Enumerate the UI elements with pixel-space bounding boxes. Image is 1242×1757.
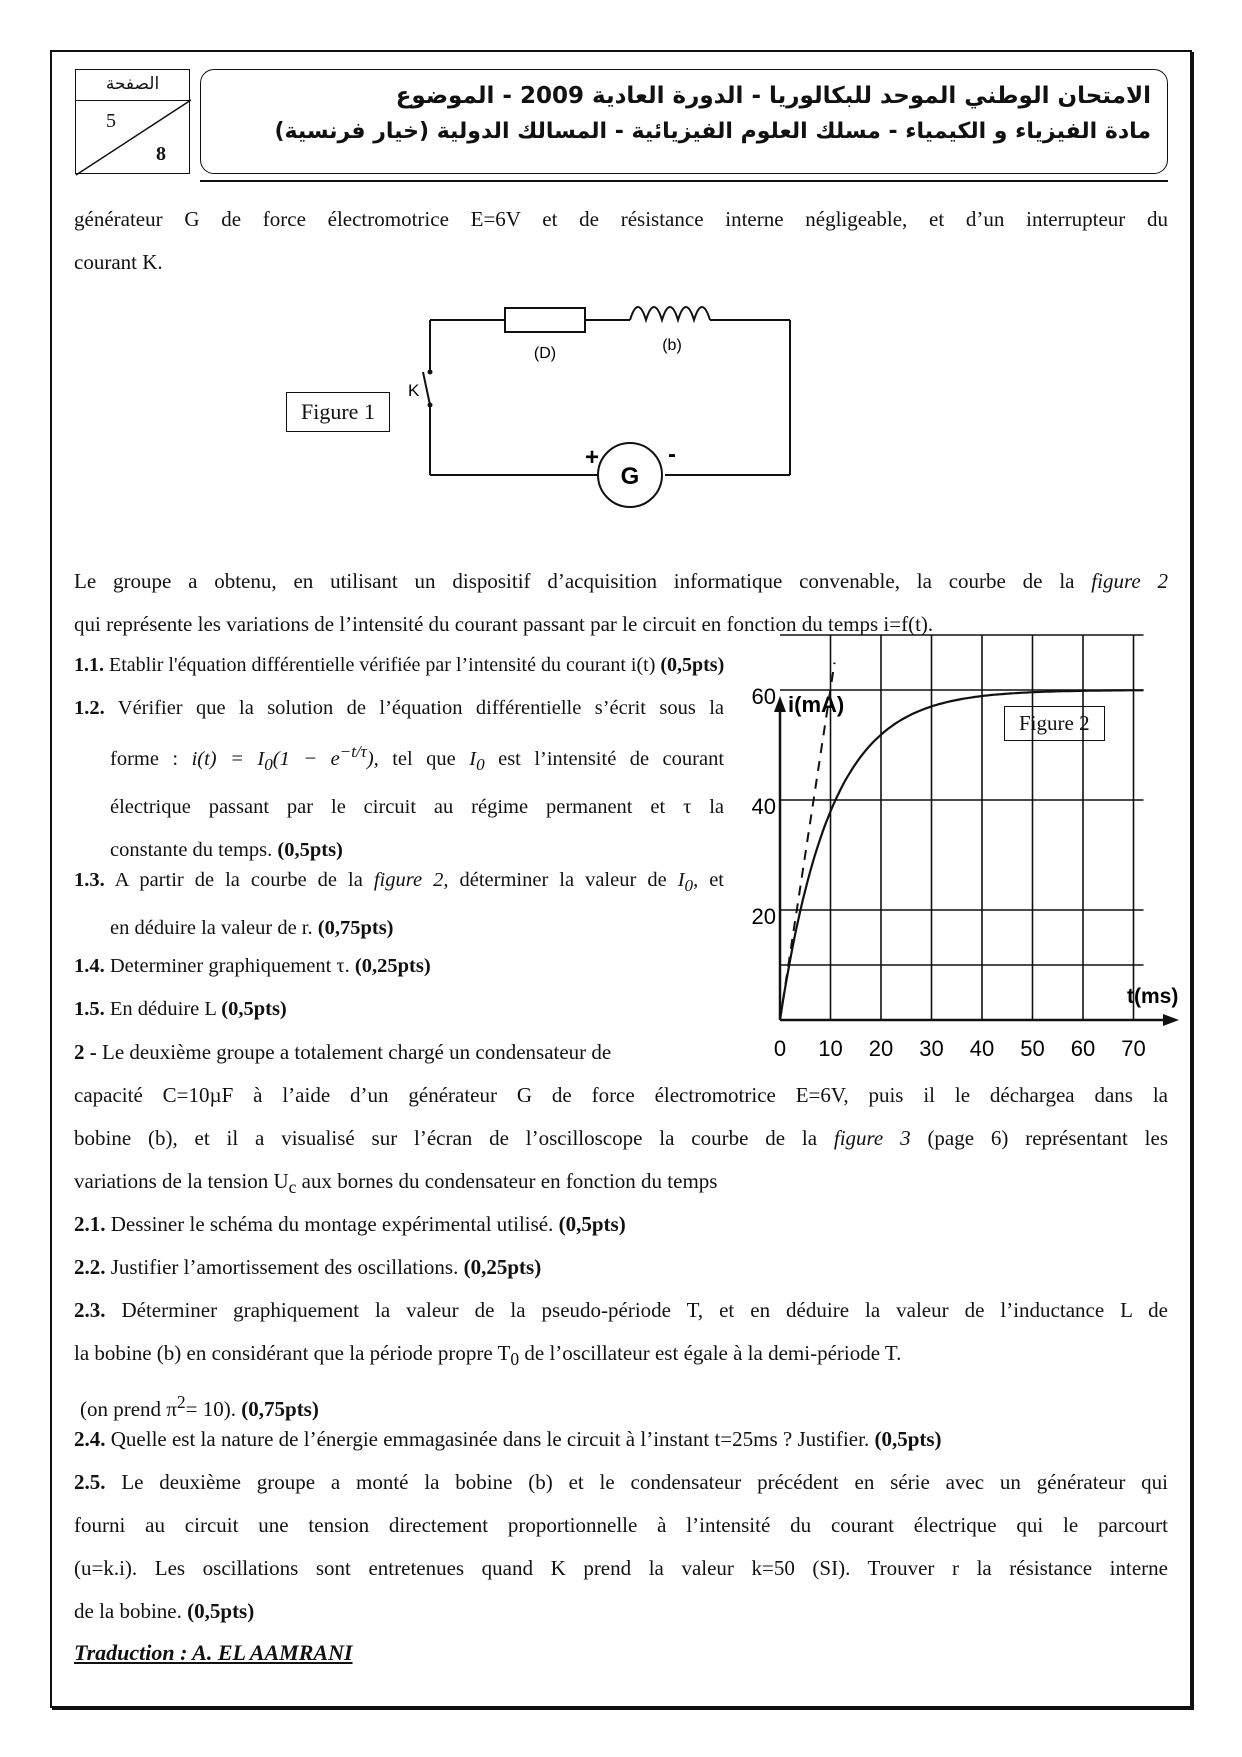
q25-line-3: (u=k.i). Les oscillations sont entretenues quand K prend la valeur k=50 (SI). Trouver r la résistance interne bbox=[74, 1556, 1168, 1580]
y-tick-label: 40 bbox=[751, 794, 776, 819]
q13-fig: figure 2 bbox=[373, 869, 444, 891]
paragraph-2 bbox=[74, 560, 1168, 646]
figure-1-label: Figure 1 bbox=[286, 392, 390, 432]
q12-i0-sub: 0 bbox=[476, 754, 485, 774]
q15-pts: (0,5pts) bbox=[221, 998, 287, 1020]
q13-b: , déterminer la valeur de bbox=[443, 869, 667, 891]
q13-line-2-text: en déduire la valeur de r. bbox=[110, 917, 313, 940]
q2-line-3-a: bobine (b), et il a visualisé sur l’écran de l’oscilloscope la courbe de la bbox=[74, 1126, 818, 1150]
q2-line-4-a: variations de la tension U bbox=[74, 1169, 289, 1193]
coil-b bbox=[630, 307, 710, 320]
q13-c: , et bbox=[693, 869, 724, 891]
q23-num: 2.3. bbox=[74, 1298, 106, 1322]
minus-sign: - bbox=[668, 441, 676, 468]
q25-line-1-text: Le deuxième groupe a monté la bobine (b) et le condensateur précédent en série avec un générateur qui bbox=[121, 1470, 1168, 1494]
plus-sign: + bbox=[585, 444, 600, 471]
exam-subtitle: مادة الفيزياء و الكيمياء - مسلك العلوم الفيزيائية - المسالك الدولية (خيار فرنسية) bbox=[274, 119, 1151, 144]
q23-line-3-b: = 10). bbox=[185, 1397, 237, 1422]
q13-num: 1.3. bbox=[74, 869, 105, 891]
y-tick-label: 20 bbox=[751, 904, 776, 929]
question-2-3 bbox=[74, 1289, 1168, 1431]
x-tick-label: 20 bbox=[868, 1036, 894, 1061]
paragraph-2-line-1 bbox=[74, 560, 1168, 603]
header-rule bbox=[200, 180, 1168, 182]
resistor-d bbox=[505, 308, 585, 332]
y-axis-label: i(mA) bbox=[788, 692, 845, 717]
exam-title: الامتحان الوطني الموحد للبكالوريا - الدورة العادية 2009 - الموضوع bbox=[395, 83, 1151, 109]
switch-label: K bbox=[408, 381, 420, 400]
q12-num: 1.2. bbox=[74, 697, 105, 719]
intro-line-1: générateur G de force électromotrice E=6V et de résistance interne négligeable, et d’un interrupteur du bbox=[74, 207, 1168, 231]
q25-num: 2.5. bbox=[74, 1470, 106, 1494]
x-tick-label: 50 bbox=[1020, 1036, 1045, 1061]
q23-line-2 bbox=[74, 1332, 1168, 1381]
q12-eq-end: ), bbox=[366, 747, 379, 770]
q12-text-1: Vérifier que la solution de l’équation différentielle s’écrit sous la bbox=[117, 697, 724, 719]
q25-line-2: fourni au circuit une tension directement proportionnelle à l’intensité du courant électrique qui le parcourt bbox=[74, 1513, 1168, 1537]
y-tick-label: 60 bbox=[751, 684, 776, 709]
translator-credit: Traduction : A. EL AAMRANI bbox=[74, 1640, 353, 1665]
q2-line-2: capacité C=10µF à l’aide d’un générateur G de force électromotrice E=6V, puis il le déchargea dans la bbox=[74, 1083, 1168, 1107]
exam-header bbox=[200, 69, 1168, 174]
q14-num: 1.4. bbox=[74, 955, 105, 977]
page-box-diagonal bbox=[76, 100, 191, 175]
q12-eq-lhs: i(t) = I bbox=[191, 747, 265, 770]
coil-label: (b) bbox=[662, 337, 682, 354]
q13-pts: (0,75pts) bbox=[317, 917, 394, 940]
q12-line-2 bbox=[74, 730, 724, 786]
q22-num: 2.2. bbox=[74, 1255, 106, 1279]
q23-pts: (0,75pts) bbox=[241, 1397, 319, 1422]
q22-text: Justifier l’amortissement des oscillations. bbox=[110, 1255, 459, 1279]
q12-line-4-text: constante du temps. bbox=[110, 838, 273, 861]
q24-num: 2.4. bbox=[74, 1427, 106, 1451]
figure-1-circuit bbox=[408, 290, 800, 545]
q14-pts: (0,25pts) bbox=[354, 955, 431, 977]
q23-line-1-text: Déterminer graphiquement la valeur de la pseudo-période T, et en déduire la valeur de l’inductance L de bbox=[121, 1298, 1169, 1322]
x-tick-label: 40 bbox=[969, 1036, 995, 1061]
x-tick-label: 30 bbox=[919, 1036, 944, 1061]
page-total: 8 bbox=[156, 143, 166, 165]
page-label: الصفحة bbox=[105, 74, 160, 94]
q13-i0-sub: 0 bbox=[684, 876, 694, 896]
x-tick-label: 60 bbox=[1070, 1036, 1096, 1061]
question-2-4 bbox=[74, 1418, 1168, 1461]
intro-paragraph bbox=[74, 198, 1168, 284]
q2-num: 2 - bbox=[74, 1040, 97, 1064]
q21-text: Dessiner le schéma du montage expérimental utilisé. bbox=[110, 1212, 554, 1236]
q14-text: Determiner graphiquement τ. bbox=[109, 955, 350, 977]
x-tick-label: 10 bbox=[818, 1036, 843, 1061]
q12-pts: (0,5pts) bbox=[277, 838, 343, 861]
switch-k bbox=[423, 372, 430, 405]
q2-line-4 bbox=[74, 1160, 1168, 1209]
q2-line-1-text: Le deuxième groupe a totalement chargé un condensateur de bbox=[102, 1040, 612, 1064]
question-2-body bbox=[74, 1074, 1168, 1209]
q12-line-3: électrique passant par le circuit au régime permanent et τ la bbox=[110, 795, 724, 818]
page-number-box bbox=[75, 69, 190, 174]
q23-line-3-a: (on prend π bbox=[80, 1397, 177, 1422]
q15-num: 1.5. bbox=[74, 998, 105, 1020]
q12-eq-exp: −t/τ bbox=[339, 742, 367, 761]
q25-line-4-text: de la bobine. bbox=[74, 1599, 182, 1623]
q11-text: Etablir l'équation différentielle vérifiée par l’intensité du courant i(t) bbox=[109, 654, 656, 676]
q12-after-a: tel que bbox=[392, 747, 456, 770]
q25-pts: (0,5pts) bbox=[187, 1599, 255, 1623]
q11-num: 1.1. bbox=[74, 654, 104, 676]
q13-i0: I bbox=[677, 869, 685, 891]
q23-line-2-sub: 0 bbox=[510, 1349, 520, 1370]
question-2-5 bbox=[74, 1461, 1168, 1633]
question-1-3 bbox=[74, 859, 724, 950]
q12-line-1 bbox=[74, 687, 724, 730]
x-axis-arrow bbox=[1163, 1014, 1179, 1026]
q21-pts: (0,5pts) bbox=[558, 1212, 626, 1236]
q12-forme: forme : bbox=[110, 747, 179, 770]
q12-after-b: est l’intensité de courant bbox=[498, 747, 725, 770]
question-2-2 bbox=[74, 1246, 1168, 1289]
q15-text: En déduire L bbox=[109, 998, 217, 1020]
q23-line-1 bbox=[74, 1289, 1168, 1332]
question-2-1 bbox=[74, 1203, 1168, 1246]
q24-pts: (0,5pts) bbox=[874, 1427, 942, 1451]
figure-2-chart bbox=[735, 684, 1195, 1080]
q13-a: A partir de la courbe de la bbox=[114, 869, 363, 891]
x-tick-label: 0 bbox=[773, 1036, 787, 1061]
figure-2-label: Figure 2 bbox=[1004, 706, 1105, 741]
x-tick-label: 70 bbox=[1121, 1036, 1146, 1061]
x-axis-label: t(ms) bbox=[1127, 985, 1179, 1008]
q2-line-4-sub: c bbox=[288, 1177, 297, 1198]
question-1-2 bbox=[74, 687, 724, 872]
q2-line-3-b: (page 6) représentant les bbox=[927, 1126, 1169, 1150]
question-1-4 bbox=[74, 945, 724, 988]
p2-figure-ref: figure 2 bbox=[1091, 569, 1168, 593]
intro-line-2: courant K. bbox=[74, 250, 163, 274]
q23-line-2-b: de l’oscillateur est égale à la demi-période T. bbox=[524, 1341, 902, 1365]
paragraph-2-line-2: qui représente les variations de l’intensité du courant passant par le circuit en fonction du temps i=f(t). bbox=[74, 612, 934, 636]
q2-line-3 bbox=[74, 1117, 1168, 1160]
q13-line-2 bbox=[74, 907, 724, 950]
p2-text: Le groupe a obtenu, en utilisant un dispositif d’acquisition informatique convenable, la courbe de la bbox=[74, 569, 1092, 593]
current-curve bbox=[780, 690, 1144, 1020]
q12-i0: I bbox=[469, 747, 477, 770]
q22-pts: (0,25pts) bbox=[463, 1255, 542, 1279]
q11-pts: (0,5pts) bbox=[660, 654, 725, 676]
q25-line-1 bbox=[74, 1461, 1168, 1504]
resistor-label: (D) bbox=[533, 345, 557, 362]
q25-line-4 bbox=[74, 1590, 1168, 1633]
page-current: 5 bbox=[106, 110, 116, 132]
q23-line-3-sup: 2 bbox=[176, 1392, 186, 1413]
q13-line-1 bbox=[74, 859, 724, 907]
q24-text: Quelle est la nature de l’énergie emmagasinée dans le circuit à l’instant t=25ms ? Justifier. bbox=[110, 1427, 870, 1451]
q12-eq-sub: 0 bbox=[264, 754, 273, 774]
q2-fig-ref: figure 3 bbox=[833, 1126, 911, 1150]
generator-label: G bbox=[620, 463, 640, 490]
question-1-1 bbox=[74, 644, 1168, 687]
q21-num: 2.1. bbox=[74, 1212, 106, 1236]
question-1-5 bbox=[74, 988, 724, 1031]
q2-line-4-b: aux bornes du condensateur en fonction du temps bbox=[301, 1169, 718, 1193]
q12-eq-mid: (1 − e bbox=[272, 747, 340, 770]
question-2-line-1 bbox=[74, 1031, 724, 1074]
q23-line-2-a: la bobine (b) en considérant que la période propre T bbox=[74, 1341, 511, 1365]
